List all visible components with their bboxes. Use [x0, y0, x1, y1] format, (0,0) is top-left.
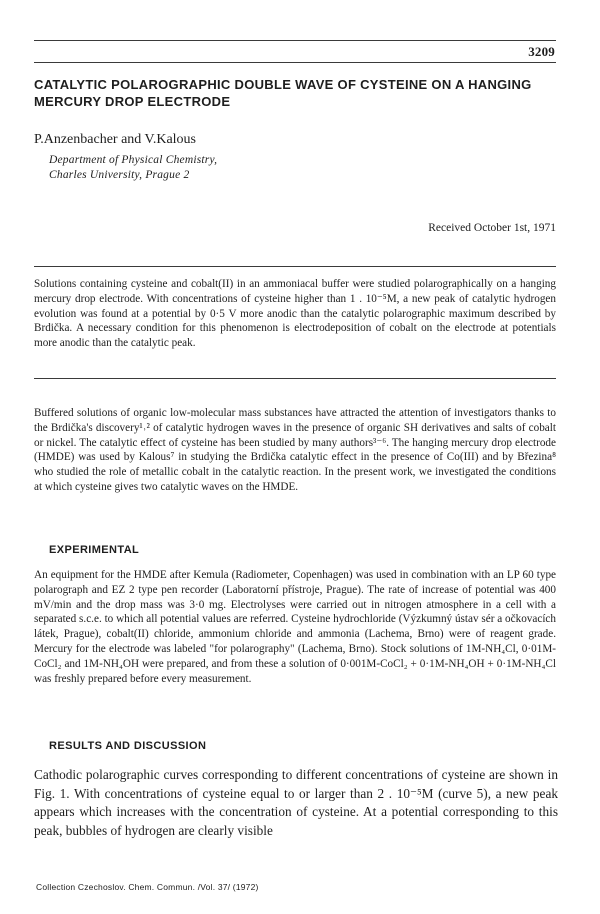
authors: P.Anzenbacher and V.Kalous: [34, 132, 197, 147]
results-text: Cathodic polarographic curves corresponding to different concentrations of cysteine are shown in Fig. 1. With concentrations of cysteine equal to or larger than 2 . 10⁻⁵M (curve 5), a new peak appears which increases with the concentration of cysteine. At a potential corresponding to this peak, bubbles of hydrogen are clearly visible: [34, 767, 558, 838]
experimental-text: An equipment for the HMDE after Kemula (Radiometer, Copenhagen) was used in combination with an LP 60 type polarograph and EZ 2 type pen recorder (Laboratorní přístroje, Prague). The rate of increase of potential was 400 mV/min and the drop mass was 3·0 mg. Electrolyses were carried out in nitrogen atmosphere in a cell with a separated s.c.e. to which all potential values are referred. Cysteine hydrochloride (Výzkumný ústav sér a očkovacích látek, Prague), cobalt(II) chloride, ammonium chloride and ammonia (Lachema, Brno) were of reagent grade. Mercury for the electrode was labeled "for polarography" (Lachema, Brno). Stock solutions of 1M-NH₄Cl, 0·01M-CoCl₂ and 1M-NH₄OH were prepared, and from these a solution of 0·001M-CoCl₂ + 0·1M-NH₄OH + 0·1M-NH₄Cl was freshly prepared before every measurement.: [34, 569, 556, 685]
journal-footer: Collection Czechoslov. Chem. Commun. /Vol. 37/ (1972): [36, 882, 259, 892]
abstract: Solutions containing cysteine and cobalt(II) in an ammoniacal buffer were studied polarographically on a hanging mercury drop electrode. With concentrations of cysteine higher than 1 . 10⁻⁵M, a new peak of catalytic hydrogen evolution was found at a potential by 0·5 V more anodic than the catalytic polarographic maximum described by Brdička. A necessary condition for this phenomenon is electrodeposition of cobalt on the electrode at potentials more anodic than the catalytic peak.: [34, 278, 556, 350]
results-heading: RESULTS AND DISCUSSION: [49, 740, 207, 752]
top-rule: [34, 40, 556, 41]
page-number: 3209: [528, 44, 555, 59]
experimental-heading: EXPERIMENTAL: [49, 544, 140, 556]
affiliation-university: Charles University, Prague 2: [49, 169, 190, 181]
header-rule: [34, 62, 556, 63]
affiliation: [49, 153, 217, 183]
received-date: Received October 1st, 1971: [428, 222, 556, 234]
abstract-top-rule: [34, 266, 556, 267]
introduction: Buffered solutions of organic low-molecular mass substances have attracted the attention of investigators thanks to the Brdička's discovery¹˒² of catalytic hydrogen waves in the presence of organic SH derivatives and salts of cobalt or nickel. The catalytic effect of cysteine has been studied by many authors³⁻⁶. The hanging mercury drop electrode (HMDE) was used by Kalous⁷ in studying the Brdička catalytic effect in the presence of Co(III) and by Březina⁸ who studied the role of metallic cobalt in the catalytic reaction. In the present work, we investigated the conditions at which cysteine gives two catalytic waves on the HMDE.: [34, 407, 556, 493]
abstract-bottom-rule: [34, 378, 556, 379]
article-title: CATALYTIC POLAROGRAPHIC DOUBLE WAVE OF CYSTEINE ON A HANGING MERCURY DROP ELECTRODE: [34, 77, 532, 109]
affiliation-department: Department of Physical Chemistry,: [49, 154, 218, 166]
